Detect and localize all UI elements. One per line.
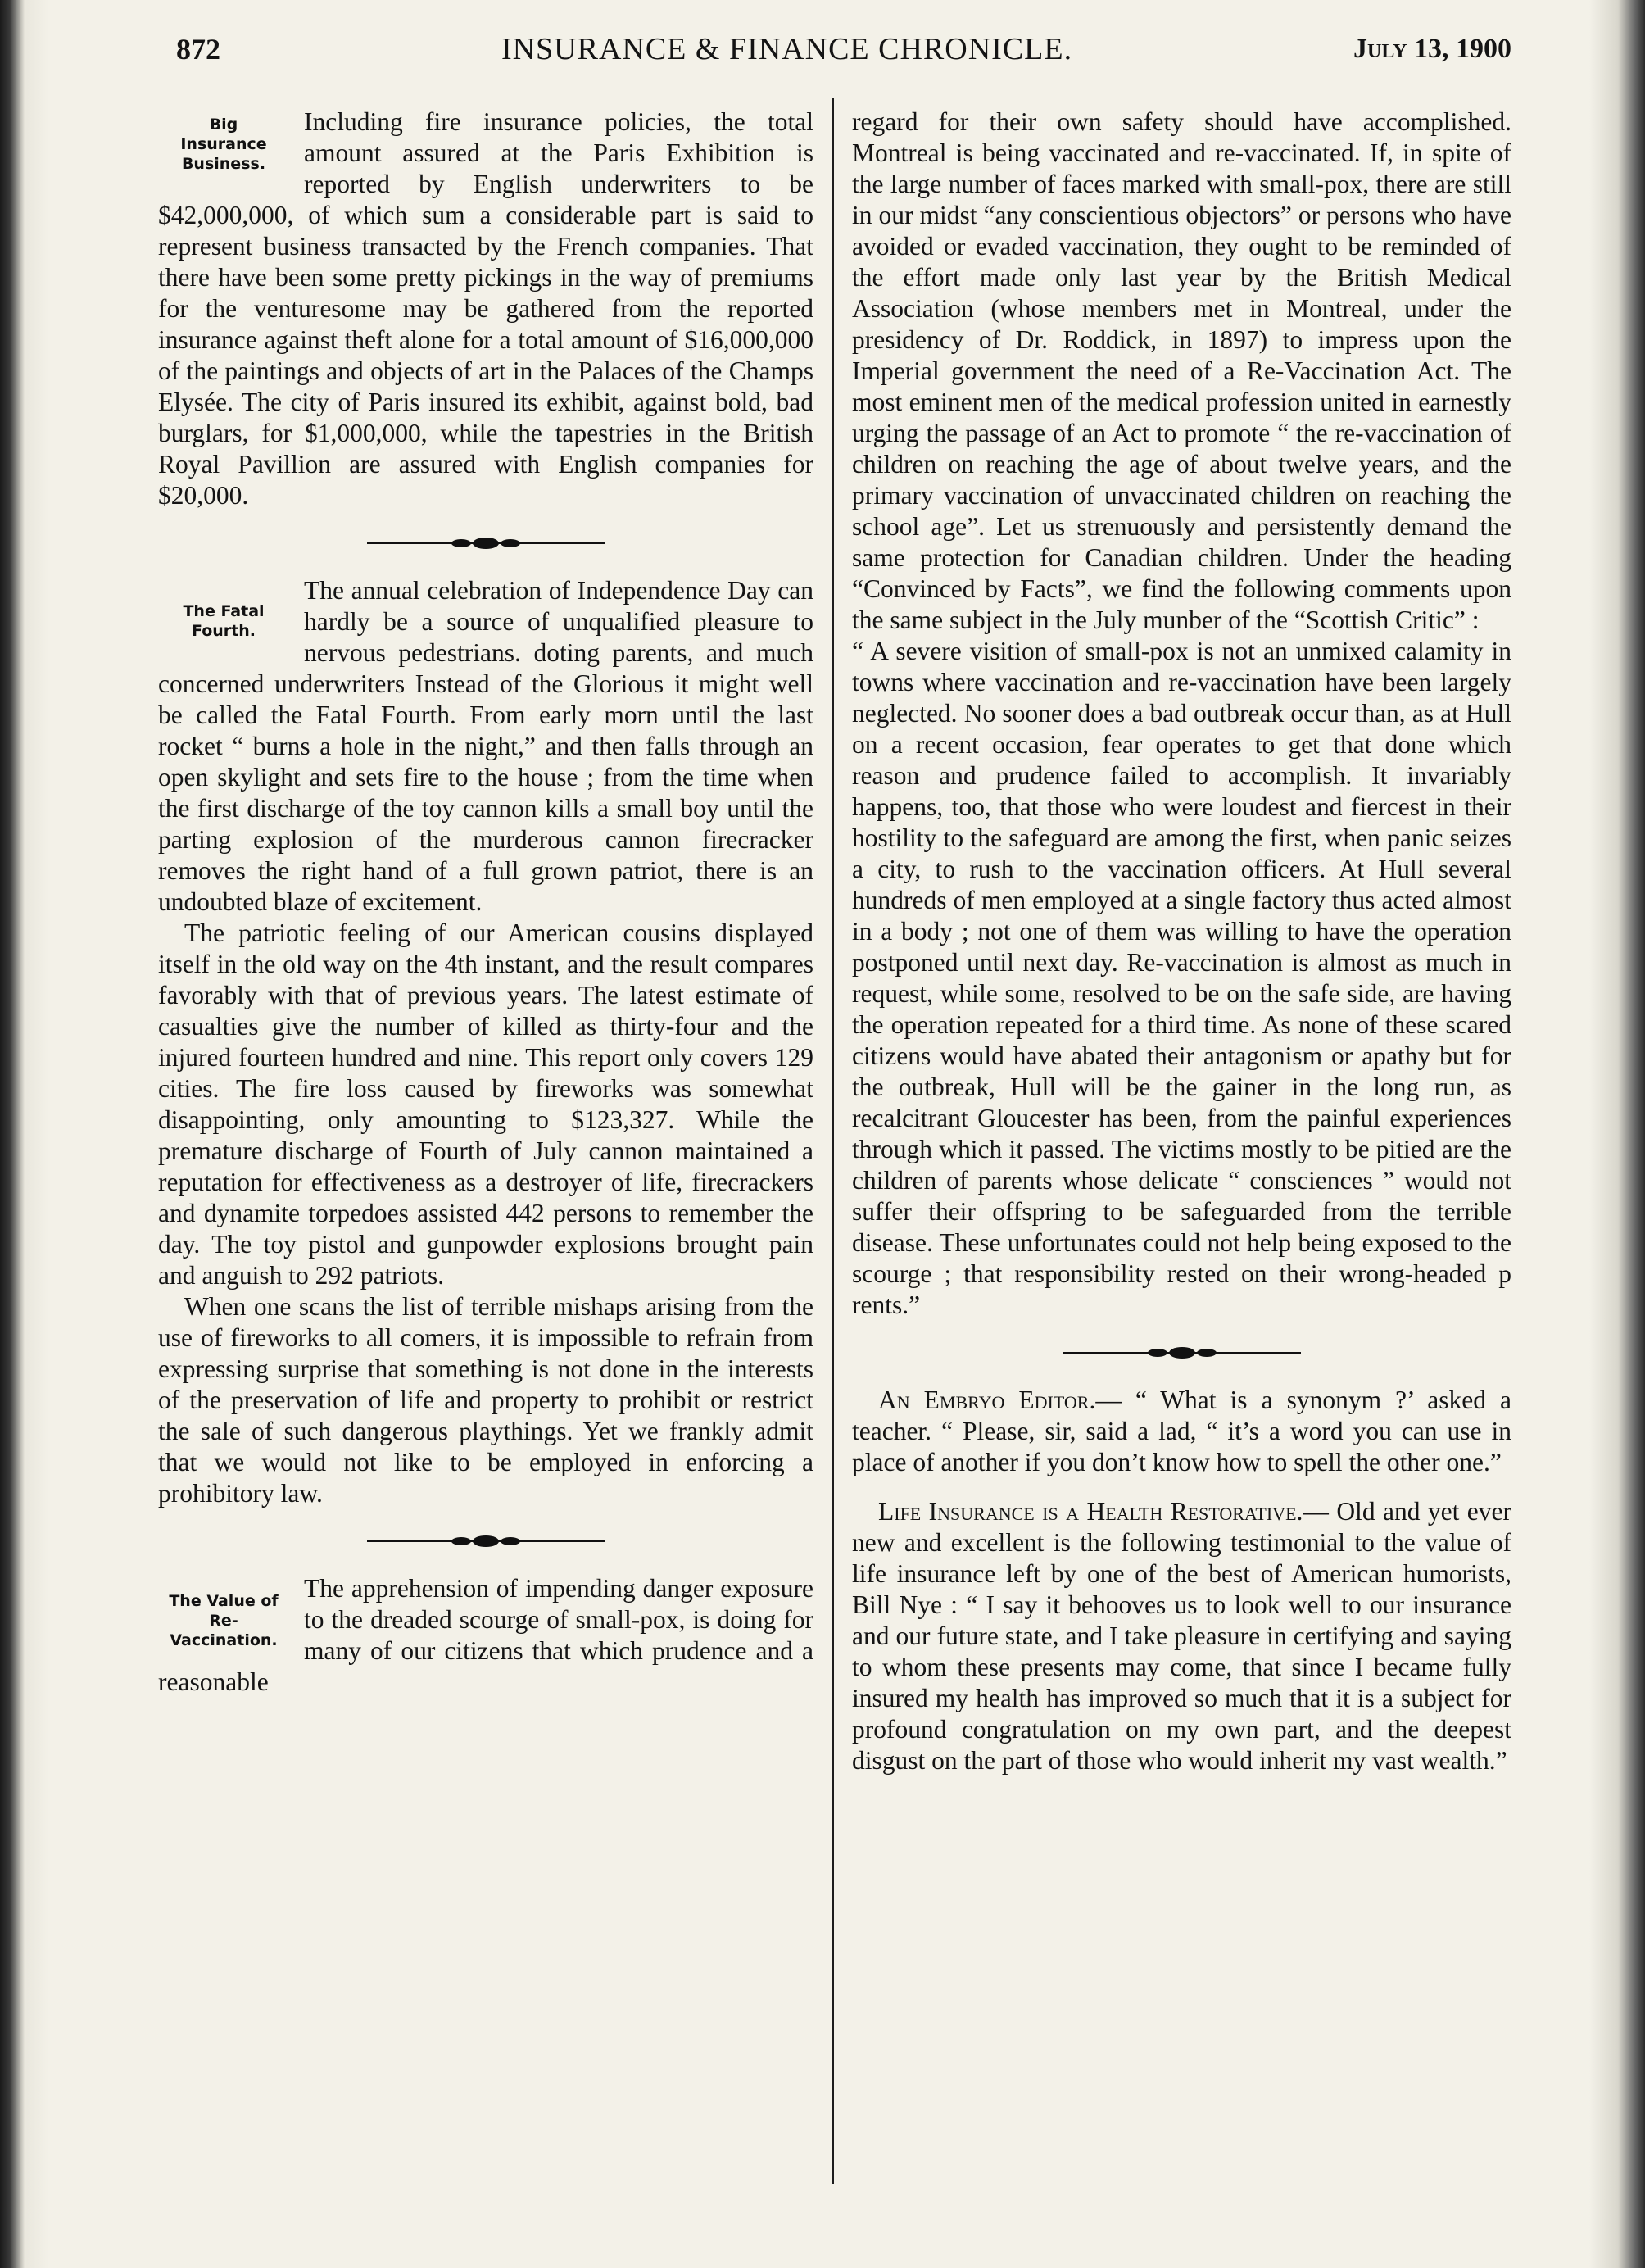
revaccination-continued: regard for their own safety should have accomplished. Montreal is being vaccinated and re-vaccinated. If, in spite of the large number of faces marked with small-pox, there are still in our midst “any conscientious objectors” or persons who have avoided or evaded vaccination, they ought to be reminded of the effort made only last year by the British Medical Association (whose members met in Montreal, under the presidency of Dr. Roddick, in 1897) to impress upon the Imperial government the need of a Re-Vaccination Act. The most eminent men of the medical profession united in earnestly urging the passage of an Act to promote “ the re-vaccination of children on reaching the age of about twelve years, and the primary vaccination of unvaccinated children on reaching the school age”. Let us strenuously and persistently demand the same protection for Canadian children. Under the heading “Convinced by Facts”, we find the following comments upon the same subject in the July munber of the “Scottish Critic” : <box>852 107 1511 634</box>
ornament-rule-icon <box>367 535 605 551</box>
scottish-critic-quote: “ A severe visition of small-pox is not an unmixed calamity in towns where vaccination and re-vaccination have been largely neglected. No sooner does a bad outbreak occur than, as at Hull on a recent occasion, fear operates to get that done which reason and prudence failed to accomplish. It invariably happens, too, that those who were loudest and fiercest in their hostility to the safeguard are among the first, when panic seizes a city, to rush to the vaccination officers. At Hull several hundreds of men employed at a single factory thus acted almost in a body ; not one of them was willing to have the operation postponed until next day. Re-vaccination is almost as much in request, while some, resolved to be on the safe side, are having the operation repeated for a third time. As none of these scared citizens would have abated their antagonism or apathy but for the outbreak, Hull will be the gainer in the long run, as recalcitrant Gloucester has been, from the painful experiences through which it passed. The victims mostly to be pitied are the children of parents whose delicate “ consciences ” would not suffer their offspring to be safeguarded from the terrible disease. These unfortunates could not help being exposed to the scourge ; that responsibility rested on their wrong-headed p rents.” <box>852 637 1511 1319</box>
article-fatal-fourth-p1: The annual celebration of Independence Day can hardly be a source of unqualified pleasure to nervous pedestrians. doting parents, and much concerned underwriters Instead of the Glorious it might well be called the Fatal Fourth. From early morn until the last rocket “ burns a hole in the night,” and then falls through an open skylight and sets fire to the house ; from the time when the first discharge of the toy cannon kills a small boy until the parting explosion of the murderous cannon firecracker removes the right hand of a full grown patriot, there is an undoubted blaze of excitement. <box>158 576 813 916</box>
sidehead-line: The Value of <box>169 1592 279 1610</box>
embryo-editor-heading: An Embryo Editor.— <box>878 1386 1122 1414</box>
issue-date: July 13, 1900 <box>1353 34 1511 64</box>
publication-title: INSURANCE & FINANCE CHRONICLE. <box>501 32 1073 66</box>
article-revaccination-text: The apprehension of impending danger exposure to the dreaded scourge of small-pox, is doing for many of our citizens that which prudence and a reasonable <box>158 1574 813 1696</box>
right-column <box>852 107 1511 1776</box>
ornament-rule-icon <box>367 1533 605 1549</box>
embryo-editor-item <box>852 1385 1511 1478</box>
section-ornament <box>852 1321 1511 1385</box>
article-fatal-fourth-p2: The patriotic feeling of our American cousins displayed itself in the old way on the 4th instant, and the result compares favorably with that of previous years. The latest estimate of casualties give the number of killed as thirty-four and the injured fourteen hundred and nine. This report only covers 129 cities. The fire loss caused by fireworks was somewhat disappointing, only amounting to $123,327. While the premature discharge of Fourth of July cannon maintained a reputation for effectiveness as a destroyer of life, firecrackers and dynamite torpedoes assisted 442 persons to remember the day. The toy pistol and gunpowder explosions brought pain and anguish to 292 patriots. <box>158 919 813 1290</box>
section-ornament <box>158 511 813 575</box>
life-insurance-heading: Life Insurance is a Health Restorative.— <box>878 1497 1329 1526</box>
sidehead-line: Big <box>209 116 238 134</box>
page-header <box>176 25 1511 74</box>
sidehead-line: Fourth. <box>192 622 256 640</box>
life-insurance-item <box>852 1496 1511 1776</box>
sidehead-line: Re-Vaccination. <box>170 1612 278 1649</box>
article-fatal-fourth-p3: When one scans the list of terrible mishaps arising from the use of fireworks to all comers, it is impossible to refrain from expressing surprise that something is not done in the interests of the preservation of life and property to prohibit or restrict the sale of such dangerous playthings. Yet we frankly admit that we would not like to be employed in enforcing a prohibitory law. <box>158 1292 813 1508</box>
sidehead-line: Business. <box>181 155 266 173</box>
article-big-insurance-text: Including fire insurance policies, the total amount assured at the Paris Exhibition is reported by English underwriters to be $42,000,000, of which sum a considerable part is said to represent business transacted by the French companies. That there have been some pretty pickings in the way of premiums for the venturesome may be gathered from the reported insurance against theft alone for a total amount of $16,000,000 of the paintings and objects of art in the Palaces of the Champs Elysée. The city of Paris insured its exhibit, against bold, bad burglars, for $1,000,000, while the tapestries in the British Royal Pavillion are assured with English companies for $20,000. <box>158 107 813 510</box>
left-column <box>158 107 813 1698</box>
ornament-rule-icon <box>1063 1345 1301 1361</box>
sidehead-line: Insurance <box>180 135 267 153</box>
life-insurance-text: Old and yet ever new and excellent is the following testimonial to the value of life insurance left by one of the best of American humorists, Bill Nye : “ I say it behooves us to look well to our insurance and our future state, and I take pleasure in certifying and saying to whom these presents may come, that since I became fully insured my health has improved so much that it is a subject for profound congratulation on my own part, and the deepest disgust on the part of those who would inherit my vast wealth.” <box>852 1497 1511 1775</box>
sidehead-line: The Fatal <box>183 602 265 620</box>
sidehead-big-insurance <box>158 115 289 174</box>
column-divider <box>832 98 834 2184</box>
page-number: 872 <box>176 33 220 66</box>
section-ornament <box>158 1509 813 1573</box>
sidehead-revaccination <box>158 1591 289 1650</box>
sidehead-fatal-fourth <box>158 601 289 641</box>
embryo-editor-text: “ What is a synonym ?’ asked a teacher. “ Please, sir, said a lad, “ it’s a word you can use in place of another if you don’t know how to spell the other one.” <box>852 1386 1512 1476</box>
